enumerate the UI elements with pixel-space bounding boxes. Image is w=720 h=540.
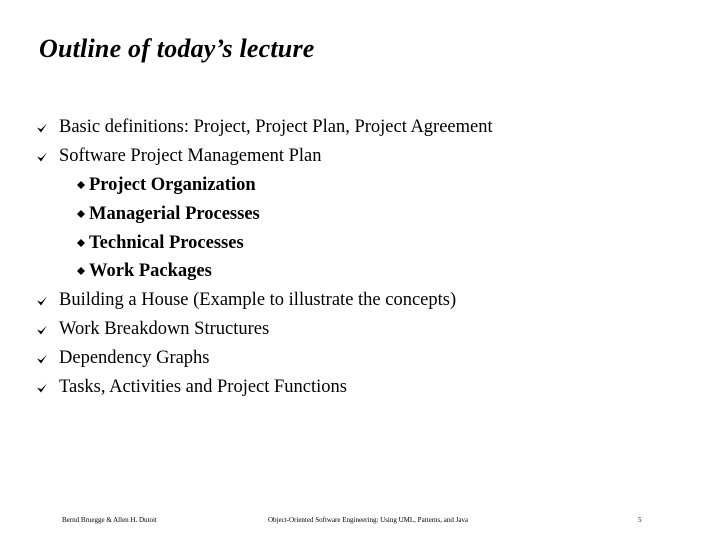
checkmark-bullet-icon — [36, 295, 48, 307]
outline-item-text: Building a House (Example to illustrate the concepts) — [59, 290, 457, 311]
outline-item — [0, 315, 720, 344]
outline-subitem-text: Technical Processes — [89, 232, 244, 253]
diamond-bullet-icon — [77, 267, 85, 275]
outline-item-text: Software Project Management Plan — [59, 145, 322, 166]
checkmark-bullet-icon — [36, 382, 48, 394]
outline-item — [0, 286, 720, 315]
outline-subitem — [0, 200, 720, 229]
outline-item-text: Dependency Graphs — [59, 348, 210, 369]
outline-subitem — [0, 257, 720, 286]
outline-item-text: Work Breakdown Structures — [59, 319, 270, 340]
footer-authors: Bernd Bruegge & Allen H. Dutoit — [62, 516, 157, 524]
footer-book-title: Object-Oriented Software Engineering: Using UML, Patterns, and Java — [268, 516, 469, 524]
outline-subitem-text: Project Organization — [89, 174, 256, 195]
outline-item — [0, 113, 720, 142]
outline-subitem — [0, 171, 720, 200]
outline-item-text: Tasks, Activities and Project Functions — [59, 377, 347, 398]
page-number: 5 — [638, 516, 642, 524]
outline-subitem-text: Work Packages — [89, 261, 212, 282]
outline-subitem-text: Managerial Processes — [89, 203, 260, 224]
checkmark-bullet-icon — [36, 151, 48, 163]
outline-subitem — [0, 229, 720, 258]
checkmark-bullet-icon — [36, 324, 48, 336]
diamond-bullet-icon — [77, 239, 85, 247]
checkmark-bullet-icon — [36, 353, 48, 365]
diamond-bullet-icon — [77, 181, 85, 189]
outline-item — [0, 344, 720, 373]
outline-item-text: Basic definitions: Project, Project Plan, Project Agreement — [59, 117, 493, 137]
outline-item — [0, 373, 720, 402]
checkmark-bullet-icon — [36, 122, 48, 134]
outline-item — [0, 142, 720, 171]
diamond-bullet-icon — [77, 210, 85, 218]
slide-title: Outline of today’s lecture — [39, 34, 315, 63]
outline-list — [0, 113, 720, 402]
